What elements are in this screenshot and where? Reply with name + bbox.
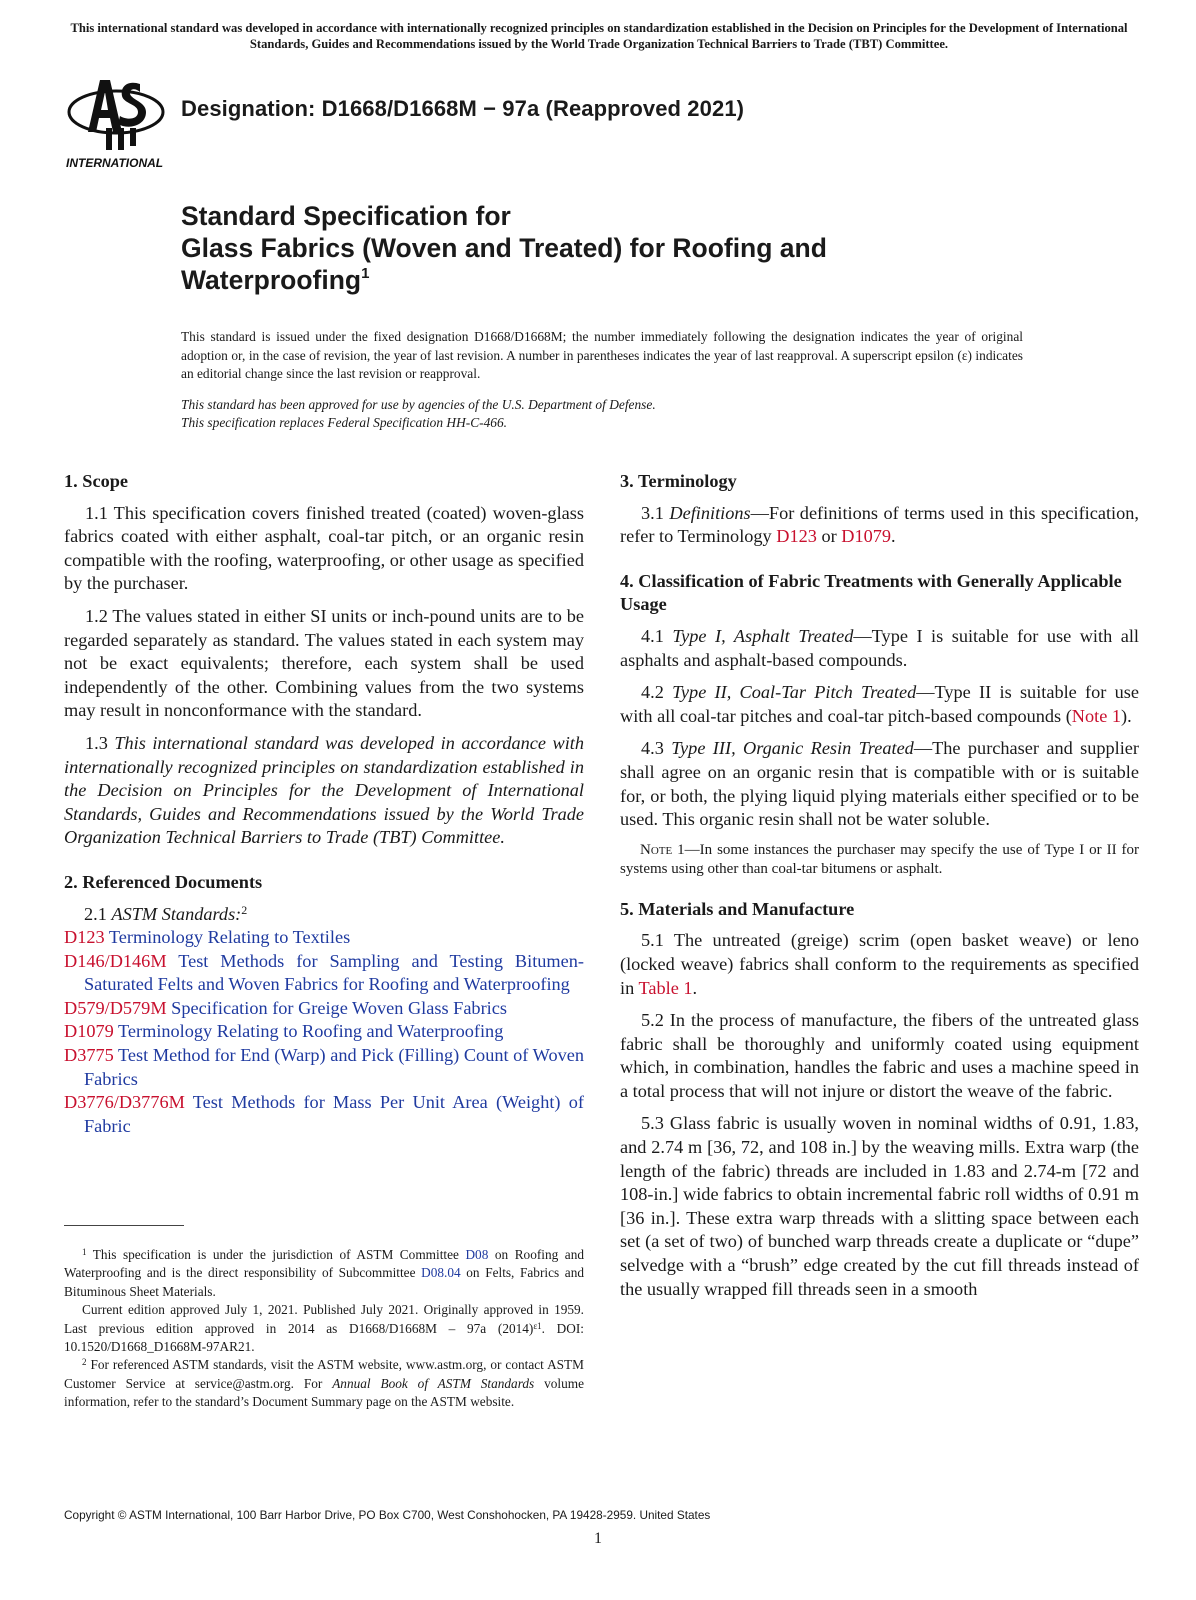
terminology-text: —For definitions of terms used in this specification, refer to Terminology [620, 502, 1139, 547]
footnote-1-text-b: on Roofing and Waterproofing and is the direct responsibility of Subcommittee [64, 1247, 584, 1281]
scope-1-3-text: This international standard was developed in accordance with internationally recognized principles on standardization established in the Decision on Principles for the Development of International Standards, Guides and Recommendations issued by the World Trade Organization Technical Barriers to Trade (TBT) Committee. [64, 732, 584, 848]
refs-sub-number: 2.1 [84, 903, 107, 924]
astm-globe-icon [69, 80, 163, 150]
issued-statement: This standard is issued under the fixed designation D1668/D1668M; the number immediately following the designation indicates the year of original adoption or, in the case of revision, the year of last revision. A number in parentheses indicates the year of last reapproval. A superscript epsilon (ε) indicates an editorial change since the last revision or reapproval. [181, 329, 1023, 381]
logo-international-text: INTERNATIONAL [66, 156, 164, 170]
ref-code-link[interactable]: D579/D579M [64, 997, 167, 1018]
ref-d1079-link[interactable]: D1079 [841, 526, 892, 547]
terminology-or: or [816, 526, 842, 547]
table-1-link[interactable]: Table 1 [638, 977, 693, 998]
doi-text: . DOI: 10.1520/D1668_D1668M-97AR21. [64, 1320, 584, 1355]
terminology-number: 3.1 [641, 502, 664, 523]
type2-number: 4.2 [641, 682, 664, 703]
reference-item[interactable] [64, 1044, 584, 1091]
ref-code-link[interactable]: D3776/D3776M [64, 1092, 185, 1113]
refs-sub-label: ASTM Standards: [111, 903, 242, 924]
ref-code-link[interactable]: D146/D146M [64, 950, 167, 971]
ref-code-link[interactable]: D3775 [64, 1045, 114, 1066]
replaces-note: This specification replaces Federal Specification HH-C-466. [181, 415, 508, 430]
classification-heading: 4. Classification of Fabric Treatments with Generally Applicable Usage [620, 570, 1122, 615]
materials-5-2: 5.2 In the process of manufacture, the fibers of the untreated glass fabric shall be thoroughly and uniformly coated using equipment which, in combination, handles the fabric and uses a machine speed in a total process that will not injure or distort the weave of the fabric. [620, 1010, 1139, 1101]
footnote-1-edition [64, 1301, 584, 1356]
title-line-1: Standard Specification for [181, 201, 511, 231]
ref-title-link[interactable]: Terminology Relating to Textiles [108, 927, 351, 948]
approval-statements [181, 396, 1023, 432]
ref-code-link[interactable]: D1079 [64, 1021, 114, 1042]
type1-text: —Type I is suitable for use with all asphalts and asphalt-based compounds. [620, 625, 1139, 670]
page-number: 1 [594, 1530, 602, 1547]
reference-item[interactable] [64, 950, 584, 997]
ref-title-link[interactable]: Test Method for End (Warp) and Pick (Filling) Count of Woven Fabrics [84, 1045, 584, 1089]
epsilon-mark: ε1 [533, 1320, 542, 1331]
type2-label: Type II, Coal-Tar Pitch Treated [672, 682, 917, 703]
reference-item[interactable] [64, 1091, 584, 1138]
ref-title-link[interactable]: Test Methods for Mass Per Unit Area (Weight) of Fabric [84, 1092, 584, 1136]
header-notice: This international standard was developed in accordance with internationally recognized principles on standardization established in the Decision on Principles for the Development of International Standards, Guides and Recommendations issued by the World Trade Organization Technical Barriers to Trade (TBT) Committee. [70, 21, 1128, 51]
scope-heading: 1. Scope [64, 471, 128, 491]
materials-5-1 [620, 929, 1139, 1000]
dod-approval: This standard has been approved for use by agencies of the U.S. Department of Defense. [181, 397, 656, 412]
materials-5-3: 5.3 Glass fabric is usually woven in nominal widths of 0.91, 1.83, and 2.74 m [36, 72, and 108 in.] by the weaving mills. Extra warp (the length of the fabric) threads are included in 1.83 and 2.74-m [72 and 108-in.] wide fabrics to obtain incremental fabric roll widths of 0.91 m [36 in.]. These extra warp threads with a slitting space between each set (a set of two) of bunched warp threads create a duplicate or “dupe” selvedge with a “brush” edge created by the cut fill threads instead of the usually wrapped fill threads seen in a smooth [620, 1113, 1139, 1299]
ref-title-link[interactable]: Specification for Greige Woven Glass Fabrics [171, 997, 507, 1018]
type3-number: 4.3 [641, 738, 664, 759]
scope-1-3-number: 1.3 [85, 732, 108, 753]
type2-text: —Type II is suitable for use with all coal-tar pitches and coal-tar pitch-based compounds ( [620, 682, 1139, 726]
note-1-text: —In some instances the purchaser may specify the use of Type I or II for systems using other than coal-tar bitumens or asphalt. [620, 841, 1139, 878]
materials-5-1-text: 5.1 The untreated (greige) scrim (open basket weave) or leno (locked weave) fabrics shall conform to the requirements as specified in [620, 930, 1139, 998]
footnote-2-mark: 2 [82, 1357, 87, 1368]
note-1 [620, 841, 1139, 880]
astm-standards-label [64, 903, 584, 927]
ref-code-link[interactable]: D123 [64, 927, 105, 948]
classification-4-2 [620, 681, 1139, 728]
terminology-heading: 3. Terminology [620, 471, 737, 491]
refs-heading: 2. Referenced Documents [64, 871, 263, 892]
type3-text: —The purchaser and supplier shall agree on an organic resin that is compatible with or is suitable for, or both, the plying liquid plying materials either specified or to be used. This organic resin shall not be water soluble. [620, 738, 1140, 830]
footnote-1 [64, 1246, 584, 1301]
astm-logo [66, 70, 170, 170]
type1-number: 4.1 [641, 625, 664, 646]
note-1-link[interactable]: Note 1 [1071, 705, 1122, 726]
designation: Designation: D1668/D1668M − 97a (Reapproved 2021) [181, 96, 745, 121]
footnote-1-text-a: This specification is under the jurisdiction of ASTM Committee [92, 1247, 466, 1262]
ref-title-link[interactable]: Test Methods for Sampling and Testing Bitumen-Saturated Felts and Woven Fabrics for Roofing and Waterproofing [84, 950, 584, 995]
reference-item[interactable] [64, 926, 584, 950]
type3-label: Type III, Organic Resin Treated [671, 738, 914, 759]
right-column [620, 470, 1139, 1310]
footnote-divider [64, 1225, 184, 1226]
refs-sub-mark: 2 [241, 902, 248, 917]
subcommittee-d0804-link[interactable]: D08.04 [421, 1265, 461, 1281]
footnotes [64, 1246, 584, 1412]
footnote-2-text-b: volume information, refer to the standard’s Document Summary page on the ASTM website. [64, 1375, 584, 1410]
edition-text: Current edition approved July 1, 2021. Published July 2021. Originally approved in 1959. Last previous edition approved in 2014 as D1668/D1668M – 97a (2014) [64, 1302, 584, 1336]
title-line-3: Waterproofing [181, 265, 362, 295]
terminology-end: . [891, 526, 896, 547]
terminology-label: Definitions [669, 502, 751, 523]
reference-item[interactable] [64, 1020, 584, 1044]
materials-5-1-end: . [692, 977, 698, 998]
committee-d08-link[interactable]: D08 [465, 1247, 489, 1262]
ref-title-link[interactable]: Terminology Relating to Roofing and Waterproofing [118, 1021, 504, 1042]
materials-heading: 5. Materials and Manufacture [620, 898, 855, 919]
footnote-1-text-c: on Felts, Fabrics and Bituminous Sheet Materials. [64, 1265, 584, 1299]
ref-d123-link[interactable]: D123 [776, 526, 817, 547]
reference-list [64, 926, 584, 1138]
terminology-3-1 [620, 502, 1139, 549]
footnote-2-italic: Annual Book of ASTM Standards [332, 1375, 535, 1391]
footnote-1-mark: 1 [82, 1247, 87, 1257]
type2-end: ). [1121, 705, 1132, 726]
classification-4-3 [620, 737, 1139, 831]
title-line-2: Glass Fabrics (Woven and Treated) for Roofing and [181, 233, 827, 263]
left-column [64, 470, 584, 1138]
footnote-2 [64, 1356, 584, 1411]
title-footnote-mark: 1 [361, 265, 370, 282]
document-title [181, 200, 1081, 296]
note-1-label: Note 1 [640, 841, 685, 858]
footnote-2-text-a: For referenced ASTM standards, visit the ASTM website, www.astm.org, or contact ASTM Customer Service at service@astm.org. For [64, 1357, 585, 1391]
scope-1-3 [64, 732, 584, 850]
classification-4-1 [620, 625, 1139, 672]
scope-1-2: 1.2 The values stated in either SI units or inch-pound units are to be regarded separately as standard. The values stated in each system may not be exact equivalents; therefore, each system shall be used independently of the other. Combining values from the two systems may result in nonconformance with the standard. [64, 605, 584, 721]
reference-item[interactable] [64, 997, 584, 1021]
type1-label: Type I, Asphalt Treated [672, 625, 854, 646]
copyright: Copyright © ASTM International, 100 Barr Harbor Drive, PO Box C700, West Conshohocken, PA 19428-2959. United States [64, 1508, 711, 1522]
scope-1-1: 1.1 This specification covers finished treated (coated) woven-glass fabrics coated with either asphalt, coal-tar pitch, or an organic resin compatible with the roofing, waterproofing, or other usage as specified by the purchaser. [64, 502, 584, 594]
